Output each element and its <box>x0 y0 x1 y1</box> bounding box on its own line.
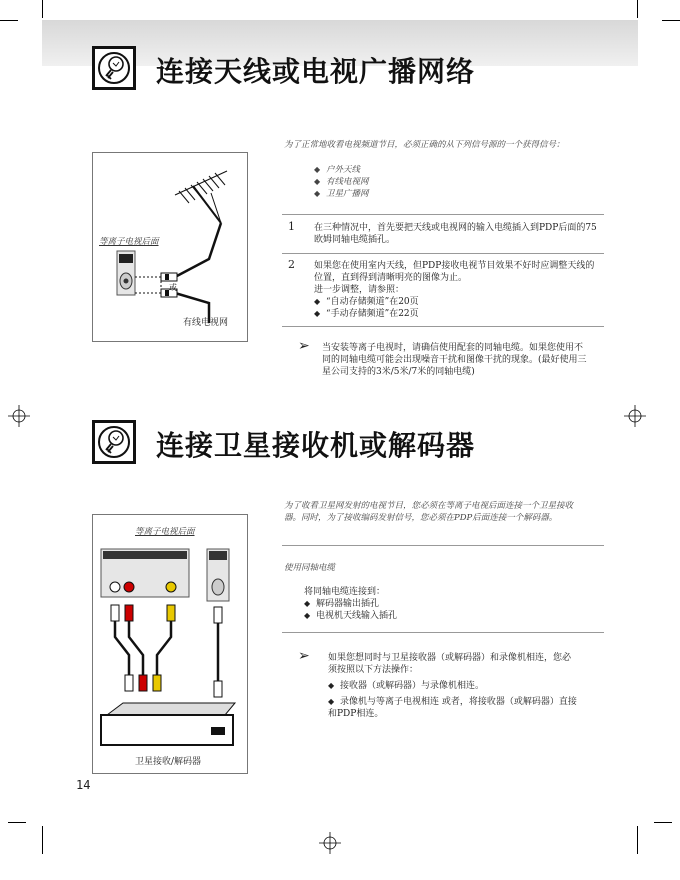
list-item: ◆ “自动存储频道”在20页 <box>314 296 419 308</box>
step2-ref-list <box>314 296 419 320</box>
list-item: ◆ 电视机天线输入插孔 <box>304 610 397 622</box>
list-item: ◆ “手动存储频道”在22页 <box>314 308 419 320</box>
registration-mark <box>319 832 341 854</box>
note-arrow-icon: ➢ <box>298 338 310 354</box>
panel-label: 等离子电视后面 <box>99 237 159 247</box>
step-number: 1 <box>288 220 295 233</box>
step2-sub: 进一步调整，请参照： <box>314 285 405 295</box>
satellite-diagram-art <box>93 515 247 773</box>
coax-intro: 将同轴电缆连接到： <box>304 587 386 597</box>
registration-mark <box>8 405 30 427</box>
cable-network-label: 有线电视网 <box>183 318 229 328</box>
note-arrow-icon: ➢ <box>298 648 310 664</box>
section1-note: 当安装等离子电视时，请确信使用配套的同轴电缆。如果您使用不同的同轴电缆可能会出现噪音干扰和图像干扰的现象。(最好使用三星公司支持的3米/5米/7米的同轴电缆) <box>322 343 587 377</box>
divider <box>282 214 604 215</box>
divider <box>282 253 604 254</box>
satellite-connection-diagram <box>92 514 248 774</box>
step2-text: 如果您在使用室内天线，但PDP接收电视节目效果不好时应调整天线的位置，直到得到清晰明亮的图像为止。 <box>314 261 595 283</box>
or-label: 或 <box>169 283 177 292</box>
section1-title: 连接天线或电视广播网络 <box>156 55 476 88</box>
section2-intro: 为了收看卫星网发射的电视节目，您必须在等离子电视后面连接一个卫星接收器。同时，为了接收编码发射信号，您必须在PDP后面连接一个解码器。 <box>284 501 574 523</box>
crop-mark <box>0 20 18 21</box>
list-item: ◆ 户外天线 <box>314 164 369 176</box>
crop-mark <box>637 0 638 18</box>
section2-note-list <box>328 680 578 720</box>
lightbulb-icon <box>92 46 136 90</box>
section2-note-intro: 如果您想同时与卫星接收器（或解码器）和录像机相连，您必须按照以下方法操作： <box>328 653 572 675</box>
list-item: ◆ 卫星广播网 <box>314 188 369 200</box>
coax-target-list <box>304 598 397 622</box>
antenna-diagram-art <box>93 153 247 341</box>
crop-mark <box>654 822 672 823</box>
section1-intro: 为了正常地收看电视频道节目，必须正确的从下列信号源的一个获得信号： <box>284 140 565 150</box>
crop-mark <box>42 826 43 854</box>
crop-mark <box>42 0 43 18</box>
coax-heading: 使用同轴电缆 <box>284 563 336 573</box>
section2-title: 连接卫星接收机或解码器 <box>156 429 476 462</box>
divider <box>282 326 604 327</box>
crop-mark <box>8 822 26 823</box>
antenna-connection-diagram <box>92 152 248 342</box>
lightbulb-icon <box>92 420 136 464</box>
signal-source-list <box>314 164 369 200</box>
list-item: ◆ 接收器（或解码器）与录像机相连。 <box>328 680 578 692</box>
divider <box>282 545 604 546</box>
registration-mark <box>624 405 646 427</box>
step-number: 2 <box>288 258 295 271</box>
crop-mark <box>662 20 680 21</box>
list-item: ◆ 解码器输出插孔 <box>304 598 397 610</box>
step1-text: 在三种情况中，首先要把天线或电视网的输入电缆插入到PDP后面的75欧姆同轴电缆插孔。 <box>314 223 597 245</box>
list-item: ◆ 录像机与等离子电视相连 或者，将接收器（或解码器）直接和PDP相连。 <box>328 696 578 720</box>
list-item: ◆ 有线电视网 <box>314 176 369 188</box>
receiver-label: 卫星接收/解码器 <box>135 757 202 767</box>
panel-label: 等离子电视后面 <box>135 527 195 537</box>
divider <box>282 632 604 633</box>
crop-mark <box>637 826 638 854</box>
page-number: 14 <box>76 778 91 792</box>
